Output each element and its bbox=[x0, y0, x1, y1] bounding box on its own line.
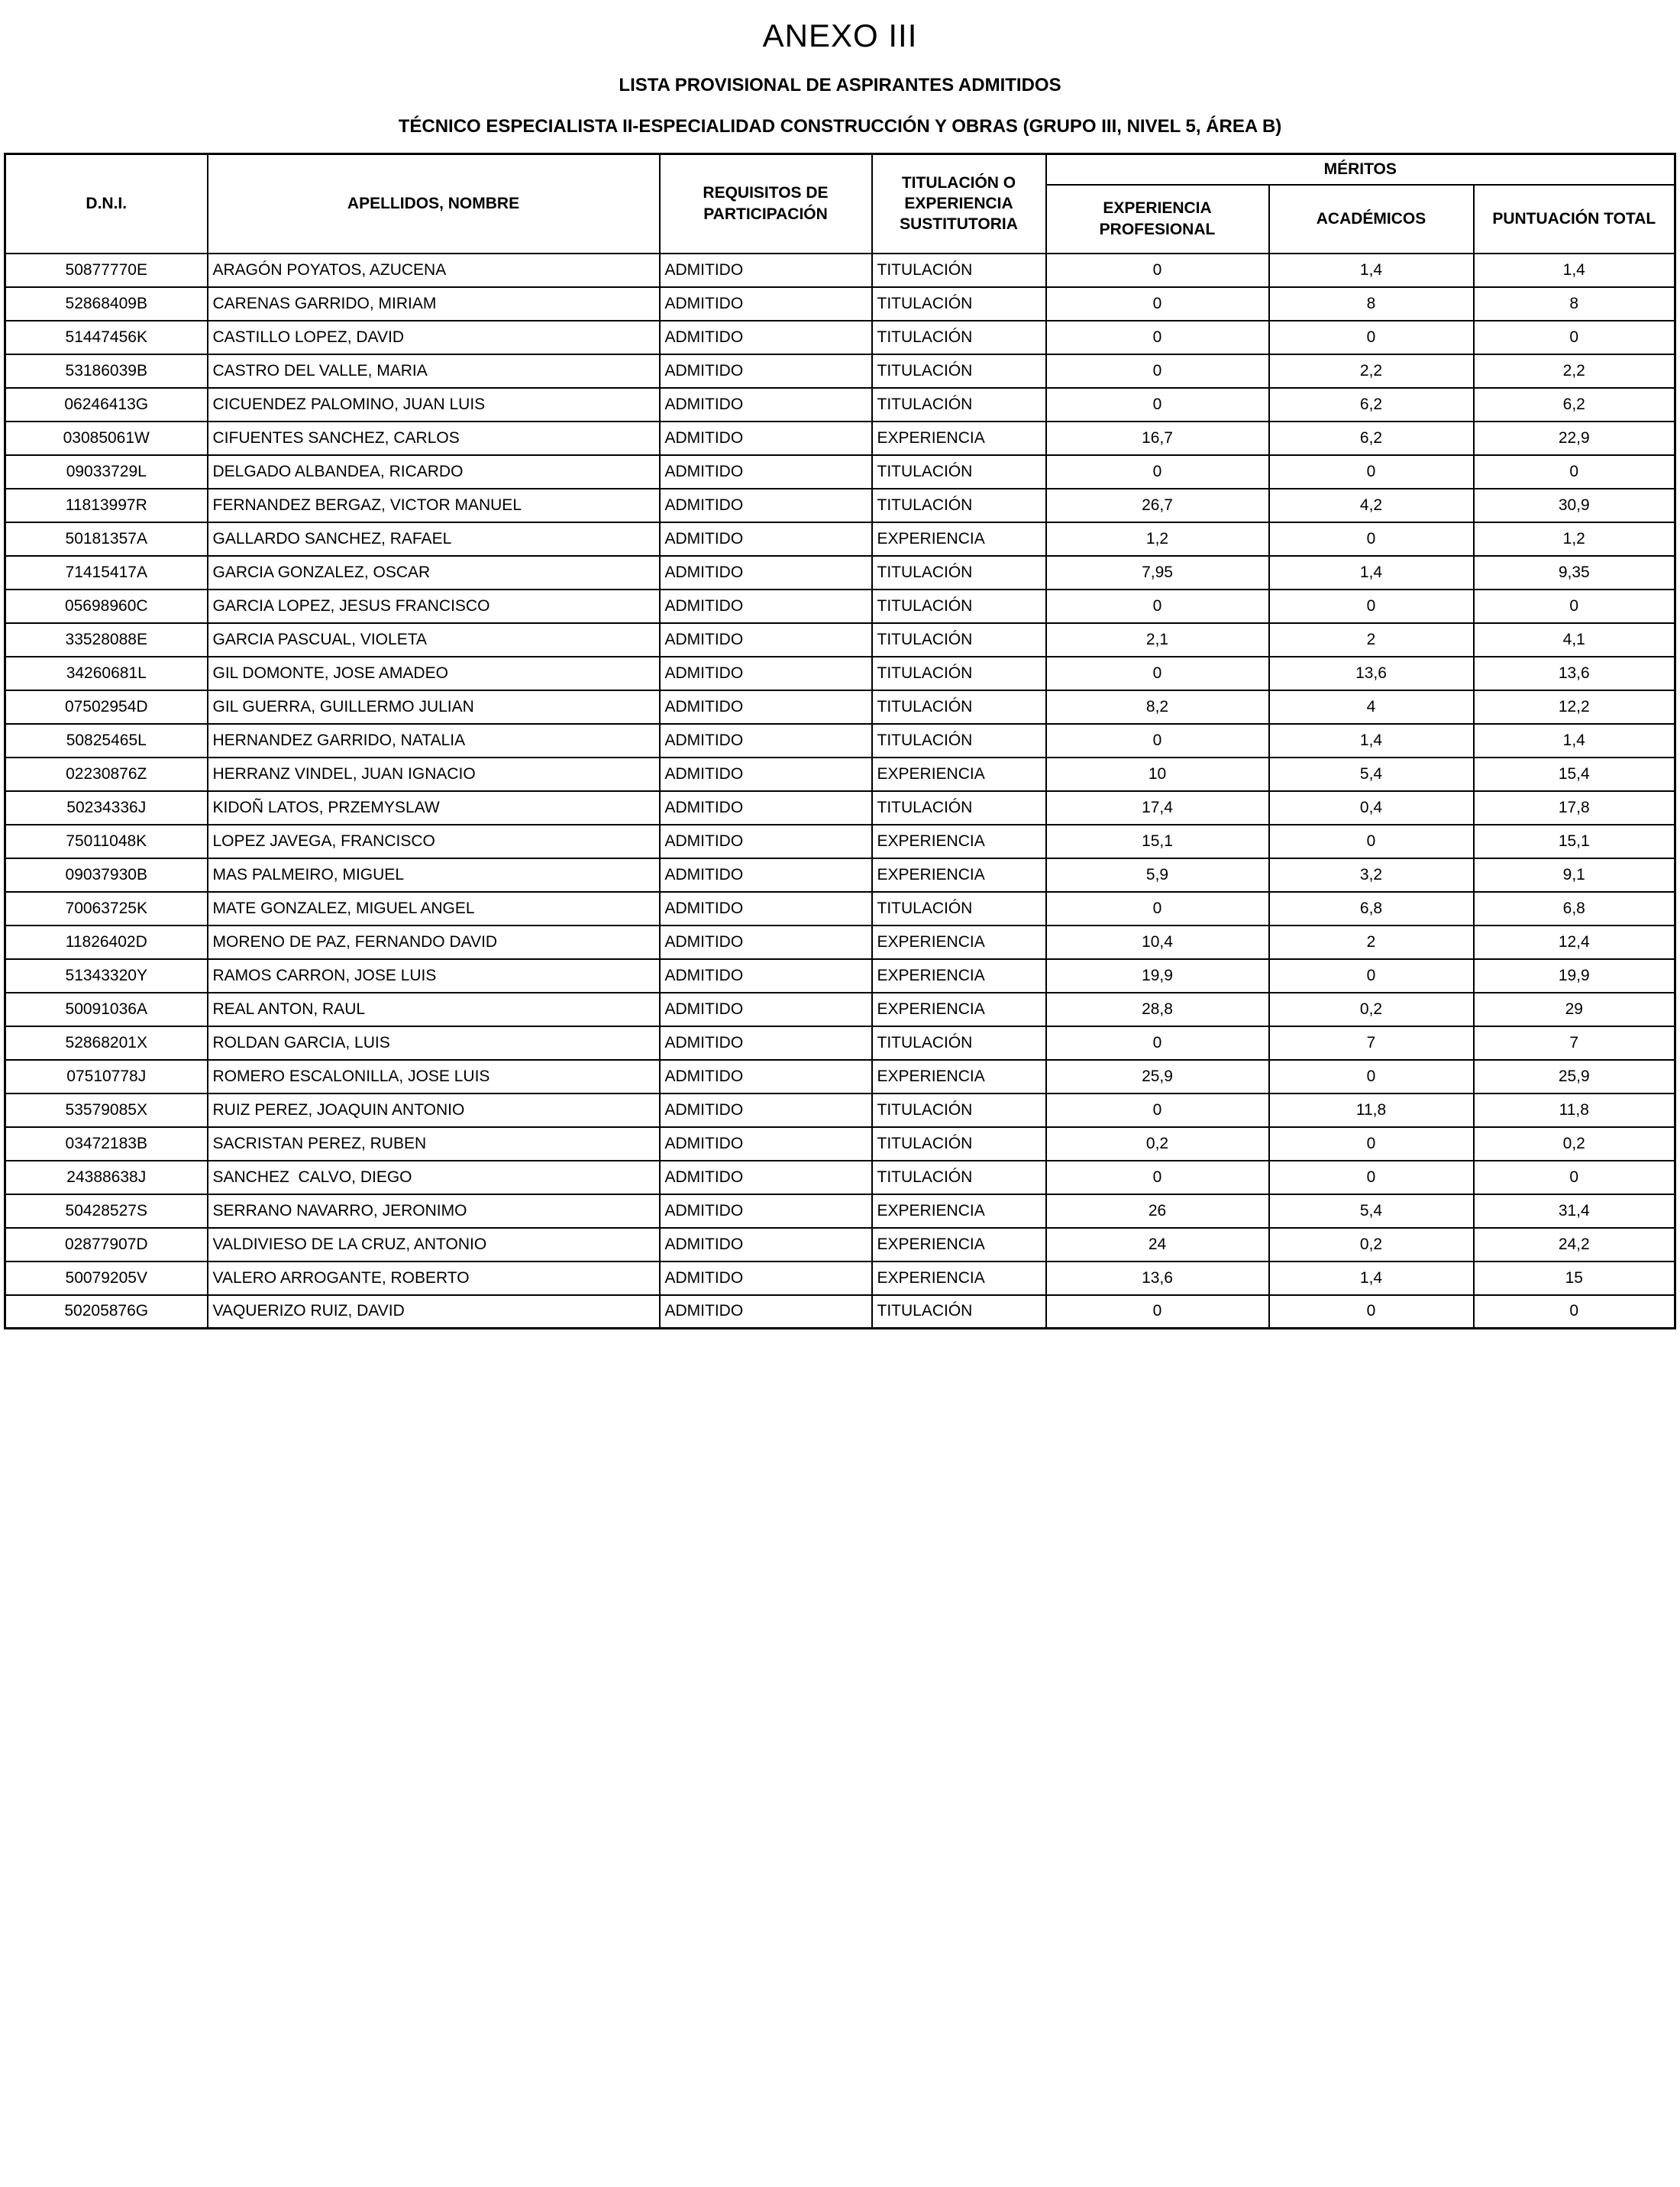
row-dni: 11813997R bbox=[5, 489, 208, 522]
row-apellidos-nombre: MATE GONZALEZ, MIGUEL ANGEL bbox=[208, 892, 660, 926]
row-titulacion: EXPERIENCIA bbox=[872, 926, 1046, 959]
row-titulacion: TITULACIÓN bbox=[872, 287, 1046, 321]
row-titulacion: EXPERIENCIA bbox=[872, 825, 1046, 858]
row-academicos: 6,8 bbox=[1269, 892, 1474, 926]
admitted-applicants-table bbox=[4, 153, 1676, 1329]
row-academicos: 0 bbox=[1269, 455, 1474, 489]
row-academicos: 0 bbox=[1269, 1127, 1474, 1161]
row-apellidos-nombre: SACRISTAN PEREZ, RUBEN bbox=[208, 1127, 660, 1161]
table-row bbox=[5, 1060, 1675, 1094]
row-titulacion: EXPERIENCIA bbox=[872, 1194, 1046, 1228]
table-row bbox=[5, 254, 1675, 287]
table-row bbox=[5, 959, 1675, 993]
row-experiencia-profesional: 10,4 bbox=[1046, 926, 1269, 959]
row-titulacion: EXPERIENCIA bbox=[872, 522, 1046, 556]
row-dni: 53186039B bbox=[5, 354, 208, 388]
table-row bbox=[5, 724, 1675, 758]
row-titulacion: TITULACIÓN bbox=[872, 791, 1046, 825]
row-dni: 33528088E bbox=[5, 623, 208, 657]
row-dni: 03472183B bbox=[5, 1127, 208, 1161]
row-titulacion: TITULACIÓN bbox=[872, 590, 1046, 623]
row-requisitos: ADMITIDO bbox=[660, 892, 872, 926]
row-apellidos-nombre: MORENO DE PAZ, FERNANDO DAVID bbox=[208, 926, 660, 959]
row-dni: 03085061W bbox=[5, 422, 208, 455]
row-dni: 52868409B bbox=[5, 287, 208, 321]
row-requisitos: ADMITIDO bbox=[660, 858, 872, 892]
page-title: ANEXO III bbox=[762, 18, 918, 53]
row-puntuacion-total: 0 bbox=[1474, 321, 1675, 354]
row-dni: 50205876G bbox=[5, 1295, 208, 1329]
row-dni: 02877907D bbox=[5, 1228, 208, 1261]
table-row bbox=[5, 993, 1675, 1026]
row-experiencia-profesional: 0 bbox=[1046, 388, 1269, 422]
row-academicos: 6,2 bbox=[1269, 422, 1474, 455]
row-apellidos-nombre: GALLARDO SANCHEZ, RAFAEL bbox=[208, 522, 660, 556]
row-titulacion: EXPERIENCIA bbox=[872, 959, 1046, 993]
row-puntuacion-total: 4,1 bbox=[1474, 623, 1675, 657]
row-dni: 71415417A bbox=[5, 556, 208, 590]
row-titulacion: TITULACIÓN bbox=[872, 623, 1046, 657]
row-experiencia-profesional: 17,4 bbox=[1046, 791, 1269, 825]
row-puntuacion-total: 0 bbox=[1474, 1161, 1675, 1194]
row-dni: 11826402D bbox=[5, 926, 208, 959]
row-academicos: 0 bbox=[1269, 1161, 1474, 1194]
row-experiencia-profesional: 0 bbox=[1046, 354, 1269, 388]
row-dni: 52868201X bbox=[5, 1026, 208, 1060]
table-row bbox=[5, 926, 1675, 959]
row-titulacion: EXPERIENCIA bbox=[872, 758, 1046, 791]
row-titulacion: TITULACIÓN bbox=[872, 1161, 1046, 1194]
row-dni: 09033729L bbox=[5, 455, 208, 489]
row-academicos: 13,6 bbox=[1269, 657, 1474, 690]
row-titulacion: TITULACIÓN bbox=[872, 690, 1046, 724]
row-dni: 24388638J bbox=[5, 1161, 208, 1194]
row-dni: 53579085X bbox=[5, 1094, 208, 1127]
row-titulacion: EXPERIENCIA bbox=[872, 1261, 1046, 1295]
row-experiencia-profesional: 0,2 bbox=[1046, 1127, 1269, 1161]
row-puntuacion-total: 0 bbox=[1474, 455, 1675, 489]
row-academicos: 0 bbox=[1269, 825, 1474, 858]
row-puntuacion-total: 15,4 bbox=[1474, 758, 1675, 791]
row-academicos: 0,2 bbox=[1269, 993, 1474, 1026]
row-requisitos: ADMITIDO bbox=[660, 422, 872, 455]
row-apellidos-nombre: CARENAS GARRIDO, MIRIAM bbox=[208, 287, 660, 321]
row-dni: 02230876Z bbox=[5, 758, 208, 791]
row-puntuacion-total: 6,8 bbox=[1474, 892, 1675, 926]
row-titulacion: EXPERIENCIA bbox=[872, 993, 1046, 1026]
col-header-academicos: ACADÉMICOS bbox=[1269, 185, 1474, 254]
row-puntuacion-total: 8 bbox=[1474, 287, 1675, 321]
row-apellidos-nombre: LOPEZ JAVEGA, FRANCISCO bbox=[208, 825, 660, 858]
row-academicos: 0 bbox=[1269, 522, 1474, 556]
row-puntuacion-total: 7 bbox=[1474, 1026, 1675, 1060]
row-academicos: 8 bbox=[1269, 287, 1474, 321]
table-row bbox=[5, 657, 1675, 690]
row-experiencia-profesional: 0 bbox=[1046, 590, 1269, 623]
row-academicos: 5,4 bbox=[1269, 1194, 1474, 1228]
row-experiencia-profesional: 19,9 bbox=[1046, 959, 1269, 993]
row-apellidos-nombre: CIFUENTES SANCHEZ, CARLOS bbox=[208, 422, 660, 455]
row-puntuacion-total: 6,2 bbox=[1474, 388, 1675, 422]
row-dni: 34260681L bbox=[5, 657, 208, 690]
row-titulacion: TITULACIÓN bbox=[872, 388, 1046, 422]
row-academicos: 4 bbox=[1269, 690, 1474, 724]
table-row bbox=[5, 758, 1675, 791]
row-puntuacion-total: 15 bbox=[1474, 1261, 1675, 1295]
table-row bbox=[5, 388, 1675, 422]
row-puntuacion-total: 31,4 bbox=[1474, 1194, 1675, 1228]
row-requisitos: ADMITIDO bbox=[660, 959, 872, 993]
row-puntuacion-total: 25,9 bbox=[1474, 1060, 1675, 1094]
row-apellidos-nombre: GARCIA LOPEZ, JESUS FRANCISCO bbox=[208, 590, 660, 623]
row-titulacion: TITULACIÓN bbox=[872, 455, 1046, 489]
row-dni: 75011048K bbox=[5, 825, 208, 858]
row-requisitos: ADMITIDO bbox=[660, 321, 872, 354]
row-titulacion: TITULACIÓN bbox=[872, 1295, 1046, 1329]
row-apellidos-nombre: REAL ANTON, RAUL bbox=[208, 993, 660, 1026]
table-row bbox=[5, 825, 1675, 858]
table-row bbox=[5, 321, 1675, 354]
row-dni: 05698960C bbox=[5, 590, 208, 623]
row-academicos: 5,4 bbox=[1269, 758, 1474, 791]
row-dni: 07502954D bbox=[5, 690, 208, 724]
row-experiencia-profesional: 8,2 bbox=[1046, 690, 1269, 724]
row-apellidos-nombre: ARAGÓN POYATOS, AZUCENA bbox=[208, 254, 660, 287]
row-puntuacion-total: 12,4 bbox=[1474, 926, 1675, 959]
row-requisitos: ADMITIDO bbox=[660, 1161, 872, 1194]
row-apellidos-nombre: RAMOS CARRON, JOSE LUIS bbox=[208, 959, 660, 993]
row-puntuacion-total: 1,2 bbox=[1474, 522, 1675, 556]
row-requisitos: ADMITIDO bbox=[660, 758, 872, 791]
table-row bbox=[5, 455, 1675, 489]
row-academicos: 0 bbox=[1269, 1295, 1474, 1329]
col-header-apellidos-nombre: APELLIDOS, NOMBRE bbox=[208, 154, 660, 254]
row-titulacion: TITULACIÓN bbox=[872, 657, 1046, 690]
table-row bbox=[5, 1026, 1675, 1060]
row-titulacion: TITULACIÓN bbox=[872, 1026, 1046, 1060]
row-requisitos: ADMITIDO bbox=[660, 287, 872, 321]
row-requisitos: ADMITIDO bbox=[660, 623, 872, 657]
row-titulacion: EXPERIENCIA bbox=[872, 1228, 1046, 1261]
row-puntuacion-total: 24,2 bbox=[1474, 1228, 1675, 1261]
table-row bbox=[5, 858, 1675, 892]
table-row bbox=[5, 1161, 1675, 1194]
row-experiencia-profesional: 0 bbox=[1046, 657, 1269, 690]
row-experiencia-profesional: 10 bbox=[1046, 758, 1269, 791]
row-requisitos: ADMITIDO bbox=[660, 556, 872, 590]
row-experiencia-profesional: 0 bbox=[1046, 1295, 1269, 1329]
row-experiencia-profesional: 0 bbox=[1046, 1161, 1269, 1194]
table-row bbox=[5, 1228, 1675, 1261]
row-requisitos: ADMITIDO bbox=[660, 1194, 872, 1228]
row-titulacion: TITULACIÓN bbox=[872, 354, 1046, 388]
row-experiencia-profesional: 2,1 bbox=[1046, 623, 1269, 657]
row-dni: 07510778J bbox=[5, 1060, 208, 1094]
row-experiencia-profesional: 28,8 bbox=[1046, 993, 1269, 1026]
table-row bbox=[5, 1295, 1675, 1329]
row-apellidos-nombre: HERNANDEZ GARRIDO, NATALIA bbox=[208, 724, 660, 758]
row-requisitos: ADMITIDO bbox=[660, 690, 872, 724]
row-experiencia-profesional: 0 bbox=[1046, 1094, 1269, 1127]
row-experiencia-profesional: 0 bbox=[1046, 724, 1269, 758]
col-header-dni: D.N.I. bbox=[5, 154, 208, 254]
row-puntuacion-total: 9,35 bbox=[1474, 556, 1675, 590]
row-apellidos-nombre: CICUENDEZ PALOMINO, JUAN LUIS bbox=[208, 388, 660, 422]
table-row bbox=[5, 892, 1675, 926]
row-dni: 50079205V bbox=[5, 1261, 208, 1295]
table-row bbox=[5, 422, 1675, 455]
row-puntuacion-total: 2,2 bbox=[1474, 354, 1675, 388]
row-experiencia-profesional: 0 bbox=[1046, 1026, 1269, 1060]
row-academicos: 0,4 bbox=[1269, 791, 1474, 825]
row-apellidos-nombre: GIL DOMONTE, JOSE AMADEO bbox=[208, 657, 660, 690]
row-requisitos: ADMITIDO bbox=[660, 1026, 872, 1060]
row-academicos: 0 bbox=[1269, 959, 1474, 993]
page-category-line: TÉCNICO ESPECIALISTA II-ESPECIALIDAD CONSTRUCCIÓN Y OBRAS (GRUPO III, NIVEL 5, ÁREA B) bbox=[398, 116, 1282, 137]
row-apellidos-nombre: VALERO ARROGANTE, ROBERTO bbox=[208, 1261, 660, 1295]
row-apellidos-nombre: DELGADO ALBANDEA, RICARDO bbox=[208, 455, 660, 489]
row-titulacion: TITULACIÓN bbox=[872, 489, 1046, 522]
table-row bbox=[5, 1194, 1675, 1228]
table-row bbox=[5, 556, 1675, 590]
row-puntuacion-total: 17,8 bbox=[1474, 791, 1675, 825]
row-requisitos: ADMITIDO bbox=[660, 522, 872, 556]
row-requisitos: ADMITIDO bbox=[660, 1261, 872, 1295]
table-row bbox=[5, 287, 1675, 321]
row-experiencia-profesional: 15,1 bbox=[1046, 825, 1269, 858]
row-titulacion: TITULACIÓN bbox=[872, 1127, 1046, 1161]
row-experiencia-profesional: 0 bbox=[1046, 892, 1269, 926]
row-experiencia-profesional: 0 bbox=[1046, 254, 1269, 287]
row-requisitos: ADMITIDO bbox=[660, 791, 872, 825]
row-experiencia-profesional: 0 bbox=[1046, 455, 1269, 489]
row-requisitos: ADMITIDO bbox=[660, 354, 872, 388]
col-header-puntuacion-total: PUNTUACIÓN TOTAL bbox=[1474, 185, 1675, 254]
table-header bbox=[5, 154, 1675, 254]
row-apellidos-nombre: GIL GUERRA, GUILLERMO JULIAN bbox=[208, 690, 660, 724]
table-row bbox=[5, 1094, 1675, 1127]
row-academicos: 0 bbox=[1269, 590, 1474, 623]
row-academicos: 1,4 bbox=[1269, 254, 1474, 287]
table-row bbox=[5, 590, 1675, 623]
table-row bbox=[5, 489, 1675, 522]
table-row bbox=[5, 791, 1675, 825]
row-requisitos: ADMITIDO bbox=[660, 388, 872, 422]
row-experiencia-profesional: 13,6 bbox=[1046, 1261, 1269, 1295]
row-puntuacion-total: 29 bbox=[1474, 993, 1675, 1026]
row-titulacion: EXPERIENCIA bbox=[872, 1060, 1046, 1094]
row-academicos: 1,4 bbox=[1269, 556, 1474, 590]
row-requisitos: ADMITIDO bbox=[660, 1228, 872, 1261]
row-apellidos-nombre: SANCHEZ CALVO, DIEGO bbox=[208, 1161, 660, 1194]
table-row bbox=[5, 623, 1675, 657]
row-academicos: 0,2 bbox=[1269, 1228, 1474, 1261]
row-titulacion: EXPERIENCIA bbox=[872, 858, 1046, 892]
row-apellidos-nombre: VALDIVIESO DE LA CRUZ, ANTONIO bbox=[208, 1228, 660, 1261]
col-header-meritos: MÉRITOS bbox=[1046, 154, 1675, 185]
row-requisitos: ADMITIDO bbox=[660, 1295, 872, 1329]
row-experiencia-profesional: 26 bbox=[1046, 1194, 1269, 1228]
row-dni: 50181357A bbox=[5, 522, 208, 556]
col-header-requisitos: REQUISITOS DE PARTICIPACIÓN bbox=[660, 154, 872, 254]
row-academicos: 2 bbox=[1269, 623, 1474, 657]
row-apellidos-nombre: CASTRO DEL VALLE, MARIA bbox=[208, 354, 660, 388]
row-apellidos-nombre: GARCIA GONZALEZ, OSCAR bbox=[208, 556, 660, 590]
row-experiencia-profesional: 24 bbox=[1046, 1228, 1269, 1261]
table-row bbox=[5, 354, 1675, 388]
table-row bbox=[5, 690, 1675, 724]
row-experiencia-profesional: 26,7 bbox=[1046, 489, 1269, 522]
row-experiencia-profesional: 25,9 bbox=[1046, 1060, 1269, 1094]
row-requisitos: ADMITIDO bbox=[660, 657, 872, 690]
row-puntuacion-total: 0 bbox=[1474, 1295, 1675, 1329]
row-requisitos: ADMITIDO bbox=[660, 590, 872, 623]
row-puntuacion-total: 11,8 bbox=[1474, 1094, 1675, 1127]
row-puntuacion-total: 30,9 bbox=[1474, 489, 1675, 522]
row-requisitos: ADMITIDO bbox=[660, 926, 872, 959]
row-experiencia-profesional: 7,95 bbox=[1046, 556, 1269, 590]
row-academicos: 7 bbox=[1269, 1026, 1474, 1060]
row-titulacion: TITULACIÓN bbox=[872, 1094, 1046, 1127]
row-apellidos-nombre: VAQUERIZO RUIZ, DAVID bbox=[208, 1295, 660, 1329]
row-experiencia-profesional: 5,9 bbox=[1046, 858, 1269, 892]
row-dni: 50428527S bbox=[5, 1194, 208, 1228]
row-dni: 70063725K bbox=[5, 892, 208, 926]
row-puntuacion-total: 0,2 bbox=[1474, 1127, 1675, 1161]
row-puntuacion-total: 13,6 bbox=[1474, 657, 1675, 690]
row-apellidos-nombre: GARCIA PASCUAL, VIOLETA bbox=[208, 623, 660, 657]
row-titulacion: TITULACIÓN bbox=[872, 321, 1046, 354]
row-titulacion: TITULACIÓN bbox=[872, 724, 1046, 758]
col-header-experiencia-profesional: EXPERIENCIA PROFESIONAL bbox=[1046, 185, 1269, 254]
row-puntuacion-total: 0 bbox=[1474, 590, 1675, 623]
row-requisitos: ADMITIDO bbox=[660, 254, 872, 287]
row-dni: 06246413G bbox=[5, 388, 208, 422]
row-apellidos-nombre: MAS PALMEIRO, MIGUEL bbox=[208, 858, 660, 892]
row-apellidos-nombre: CASTILLO LOPEZ, DAVID bbox=[208, 321, 660, 354]
row-academicos: 3,2 bbox=[1269, 858, 1474, 892]
row-academicos: 6,2 bbox=[1269, 388, 1474, 422]
row-dni: 51447456K bbox=[5, 321, 208, 354]
row-puntuacion-total: 1,4 bbox=[1474, 254, 1675, 287]
row-academicos: 4,2 bbox=[1269, 489, 1474, 522]
row-titulacion: TITULACIÓN bbox=[872, 892, 1046, 926]
page-subtitle: LISTA PROVISIONAL DE ASPIRANTES ADMITIDOS bbox=[619, 75, 1061, 95]
row-experiencia-profesional: 1,2 bbox=[1046, 522, 1269, 556]
row-requisitos: ADMITIDO bbox=[660, 825, 872, 858]
row-titulacion: TITULACIÓN bbox=[872, 556, 1046, 590]
row-apellidos-nombre: SERRANO NAVARRO, JERONIMO bbox=[208, 1194, 660, 1228]
row-apellidos-nombre: KIDOÑ LATOS, PRZEMYSLAW bbox=[208, 791, 660, 825]
row-dni: 50877770E bbox=[5, 254, 208, 287]
row-dni: 50825465L bbox=[5, 724, 208, 758]
row-academicos: 11,8 bbox=[1269, 1094, 1474, 1127]
row-apellidos-nombre: HERRANZ VINDEL, JUAN IGNACIO bbox=[208, 758, 660, 791]
row-puntuacion-total: 19,9 bbox=[1474, 959, 1675, 993]
row-apellidos-nombre: FERNANDEZ BERGAZ, VICTOR MANUEL bbox=[208, 489, 660, 522]
row-puntuacion-total: 9,1 bbox=[1474, 858, 1675, 892]
row-titulacion: EXPERIENCIA bbox=[872, 422, 1046, 455]
row-requisitos: ADMITIDO bbox=[660, 455, 872, 489]
row-academicos: 2,2 bbox=[1269, 354, 1474, 388]
row-experiencia-profesional: 0 bbox=[1046, 321, 1269, 354]
row-academicos: 2 bbox=[1269, 926, 1474, 959]
row-puntuacion-total: 12,2 bbox=[1474, 690, 1675, 724]
row-dni: 09037930B bbox=[5, 858, 208, 892]
row-dni: 50234336J bbox=[5, 791, 208, 825]
table-body bbox=[5, 254, 1675, 1329]
row-titulacion: TITULACIÓN bbox=[872, 254, 1046, 287]
table-row bbox=[5, 522, 1675, 556]
row-dni: 50091036A bbox=[5, 993, 208, 1026]
row-experiencia-profesional: 0 bbox=[1046, 287, 1269, 321]
row-requisitos: ADMITIDO bbox=[660, 1094, 872, 1127]
row-apellidos-nombre: RUIZ PEREZ, JOAQUIN ANTONIO bbox=[208, 1094, 660, 1127]
row-academicos: 0 bbox=[1269, 321, 1474, 354]
row-academicos: 0 bbox=[1269, 1060, 1474, 1094]
row-academicos: 1,4 bbox=[1269, 724, 1474, 758]
row-puntuacion-total: 1,4 bbox=[1474, 724, 1675, 758]
row-requisitos: ADMITIDO bbox=[660, 1060, 872, 1094]
table-row bbox=[5, 1127, 1675, 1161]
row-academicos: 1,4 bbox=[1269, 1261, 1474, 1295]
row-requisitos: ADMITIDO bbox=[660, 724, 872, 758]
row-requisitos: ADMITIDO bbox=[660, 489, 872, 522]
row-apellidos-nombre: ROLDAN GARCIA, LUIS bbox=[208, 1026, 660, 1060]
row-requisitos: ADMITIDO bbox=[660, 1127, 872, 1161]
row-puntuacion-total: 15,1 bbox=[1474, 825, 1675, 858]
row-apellidos-nombre: ROMERO ESCALONILLA, JOSE LUIS bbox=[208, 1060, 660, 1094]
row-requisitos: ADMITIDO bbox=[660, 993, 872, 1026]
table-row bbox=[5, 1261, 1675, 1295]
col-header-titulacion: TITULACIÓN O EXPERIENCIA SUSTITUTORIA bbox=[872, 154, 1046, 254]
row-experiencia-profesional: 16,7 bbox=[1046, 422, 1269, 455]
row-puntuacion-total: 22,9 bbox=[1474, 422, 1675, 455]
row-dni: 51343320Y bbox=[5, 959, 208, 993]
